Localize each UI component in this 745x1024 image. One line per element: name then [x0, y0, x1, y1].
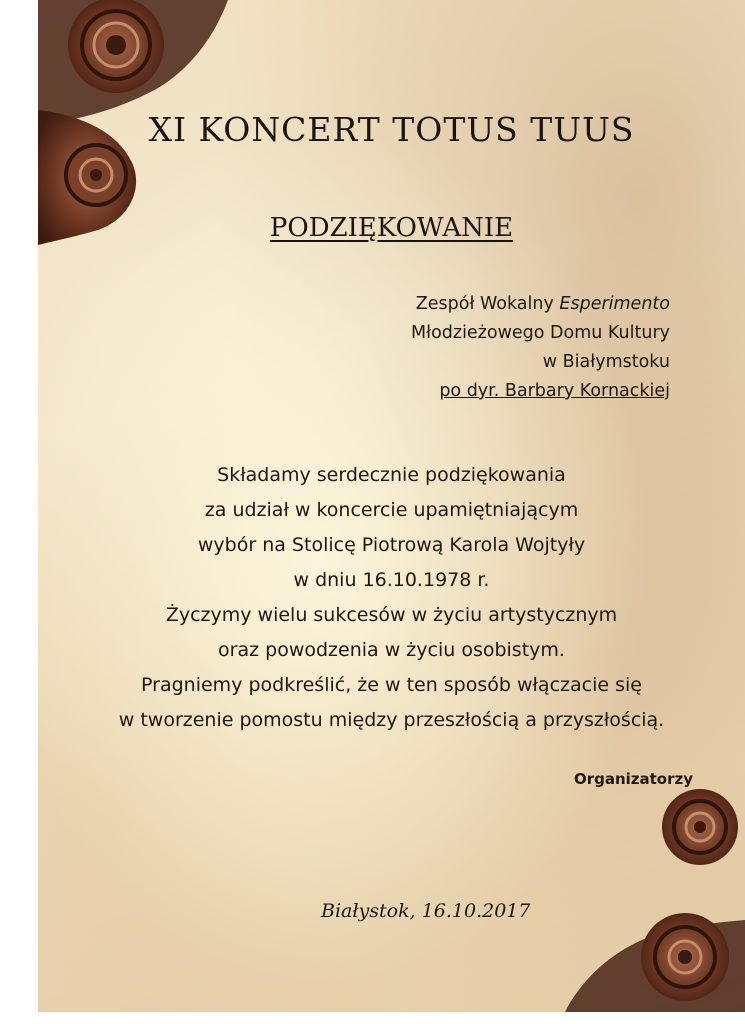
heading-thanks-text: PODZIĘKOWANIE [269, 213, 514, 243]
recipient-block [411, 290, 670, 406]
body-line: w tworzenie pomostu między przeszłością a przyszłością. [118, 709, 665, 731]
recipient-line-2: Młodzieżowego Domu Kultury [411, 323, 670, 343]
body-line: Składamy serdecznie podziękowania [217, 464, 566, 486]
recipient-line-4: po dyr. Barbary Kornackiej [439, 381, 670, 401]
body-line: w dniu 16.10.1978 r. [293, 569, 490, 591]
body-line: za udział w koncercie upamiętniającym [204, 499, 579, 521]
recipient-line-1 [411, 290, 670, 319]
place-date: Białystok, 16.10.2017 [321, 900, 531, 922]
body-line: Pragniemy podkreślić, że w ten sposób włączacie się [141, 674, 642, 696]
recipient-line-3: w Białymstoku [542, 352, 670, 372]
concert-title: XI KONCERT TOTUS TUUS [148, 110, 635, 149]
signature-organizers: Organizatorzy [573, 770, 693, 788]
diploma-page [38, 0, 745, 1012]
recipient-prefix: Zespół Wokalny [415, 294, 560, 314]
body-line: wybór na Stolicę Piotrową Karola Wojtyły [197, 534, 586, 556]
ensemble-name: Esperimento [559, 294, 670, 314]
body-line: Życzymy wielu sukcesów w życiu artystycznym [165, 604, 618, 626]
heading-thanks [38, 213, 745, 243]
body-text [38, 458, 745, 738]
violin-scroll-icon [545, 782, 745, 1012]
body-line: oraz powodzenia w życiu osobistym. [218, 639, 565, 661]
